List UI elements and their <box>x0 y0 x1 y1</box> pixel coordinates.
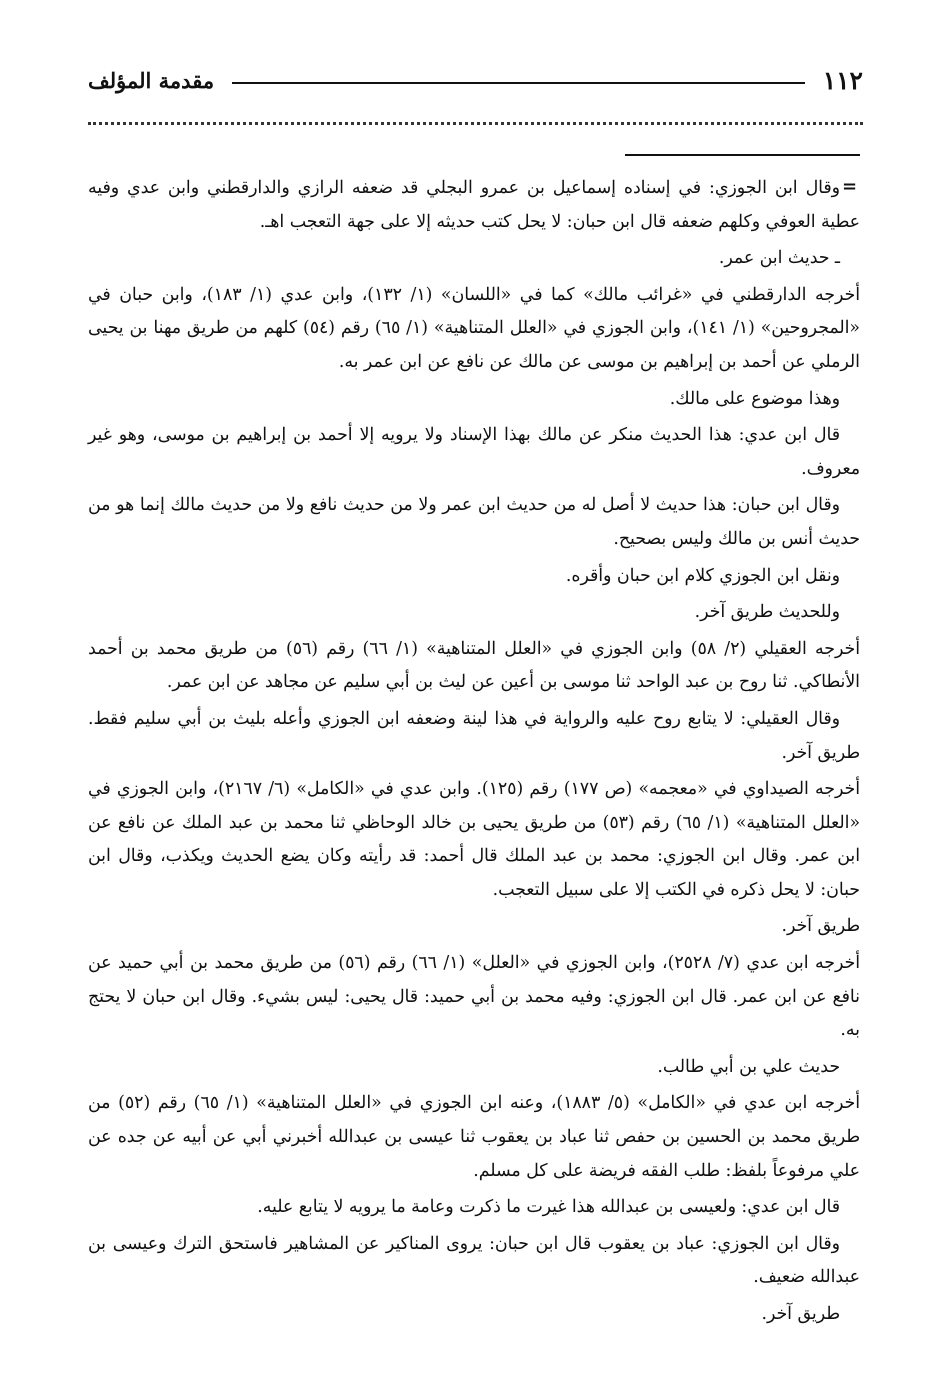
paragraph: حديث علي بن أبي طالب. <box>657 1056 840 1077</box>
paragraph: طريق آخر. <box>761 1304 840 1324</box>
paragraph: وقال ابن الجوزي: في إسناده إسماعيل بن عمرو البجلي قد ضعفه الرازي والدارقطني وابن عدي وفيه عطية العوفي وكلهم ضعفه قال ابن حبان: لا يحل كتب حديثه إلا على جهة التعجب اهـ. <box>88 178 860 232</box>
footnote-body <box>88 172 860 1335</box>
paragraph: وقال العقيلي: لا يتابع روح عليه والرواية في هذا لينة وضعفه ابن الجوزي وأعله بليث بن أبي سليم فقط. طريق آخر. <box>88 708 860 763</box>
paragraph: أخرجه الدارقطني في «غرائب مالك» كما في «اللسان» (١/ ١٣٢)، وابن عدي (١/ ١٨٣)، وابن حبان في «المجروحين» (١/ ١٤١)، وابن الجوزي في «العلل المتناهية» (١/ ٦٥) رقم (٥٤) كلهم من طريق مهنا بن يحيى الرملي عن أحمد بن إبراهيم بن موسى عن مالك عن نافع عن ابن عمر به. <box>88 284 861 372</box>
page-header <box>88 58 863 102</box>
running-title: مقدمة المؤلف <box>88 67 215 93</box>
header-rule <box>232 82 805 84</box>
paragraph: وهذا موضوع على مالك. <box>669 388 840 409</box>
footnote-rule <box>625 154 860 156</box>
paragraph: وللحديث طريق آخر. <box>694 602 840 623</box>
dotted-separator <box>88 122 863 139</box>
paragraph: ـ حديث ابن عمر. <box>718 248 840 269</box>
paragraph: أخرجه ابن عدي (٧/ ٢٥٢٨)، وابن الجوزي في «العلل» (١/ ٦٦) رقم (٥٦) من طريق محمد بن أبي حميد عن نافع عن ابن عمر. قال ابن الجوزي: وفيه محمد بن أبي حميد: قال يحيى: ليس بشيء. وقال ابن حبان لا يحتج به. <box>88 953 861 1041</box>
paragraph: قال ابن عدي: هذا الحديث منكر عن مالك بهذا الإسناد ولا يرويه إلا أحمد بن إبراهيم بن موسى، وهو غير معروف. <box>88 425 860 479</box>
continuation-mark: = <box>842 176 858 197</box>
page-number: ١١٢ <box>822 65 863 95</box>
paragraph: أخرجه العقيلي (٢/ ٥٨) وابن الجوزي في «العلل المتناهية» (١/ ٦٦) رقم (٥٦) من طريق محمد بن أحمد الأنطاكي. ثنا روح بن عبد الواحد ثنا موسى بن أعين عن ليث بن أبي سليم عن مجاهد عن ابن عمر. <box>88 638 861 693</box>
paragraph: قال ابن عدي: ولعيسى بن عبدالله هذا غيرت ما ذكرت وعامة ما يرويه لا يتابع عليه. <box>257 1197 840 1218</box>
paragraph: طريق آخر. <box>781 916 860 937</box>
paragraph: أخرجه ابن عدي في «الكامل» (٥/ ١٨٨٣)، وعنه ابن الجوزي في «العلل المتناهية» (١/ ٦٥) رقم (٥٢) من طريق محمد بن الحسين بن حفص ثنا عباد بن يعقوب ثنا عيسى بن عبدالله أخبرني أبي عن أبيه عن جده عن علي مرفوعاً بلفظ: طلب الفقه فريضة على كل مسلم. <box>88 1093 860 1181</box>
paragraph: وقال ابن حبان: هذا حديث لا أصل له من حديث ابن عمر ولا من حديث نافع ولا من حديث مالك إنما هو من حديث أنس بن مالك وليس بصحيح. <box>88 495 860 549</box>
paragraph: ونقل ابن الجوزي كلام ابن حبان وأقره. <box>565 565 840 586</box>
paragraph: أخرجه الصيداوي في «معجمه» (ص ١٧٧) رقم (١٢٥). وابن عدي في «الكامل» (٦/ ٢١٦٧)، وابن الجوزي في «العلل المتناهية» (١/ ٦٥) رقم (٥٣) من طريق يحيى بن خالد الوحاظي ثنا محمد بن عبد الملك عن نافع عن ابن عمر. وقال ابن الجوزي: محمد بن عبد الملك قال أحمد: قد رأيته وكان يضع الحديث ويكذب، وقال ابن حبان: لا يحل ذكره في الكتب إلا على سبيل التعجب. <box>88 779 861 900</box>
paragraph: وقال ابن الجوزي: عباد بن يعقوب قال ابن حبان: يروى المناكير عن المشاهير فاستحق الترك وعيسى بن عبدالله ضعيف. <box>88 1233 860 1288</box>
